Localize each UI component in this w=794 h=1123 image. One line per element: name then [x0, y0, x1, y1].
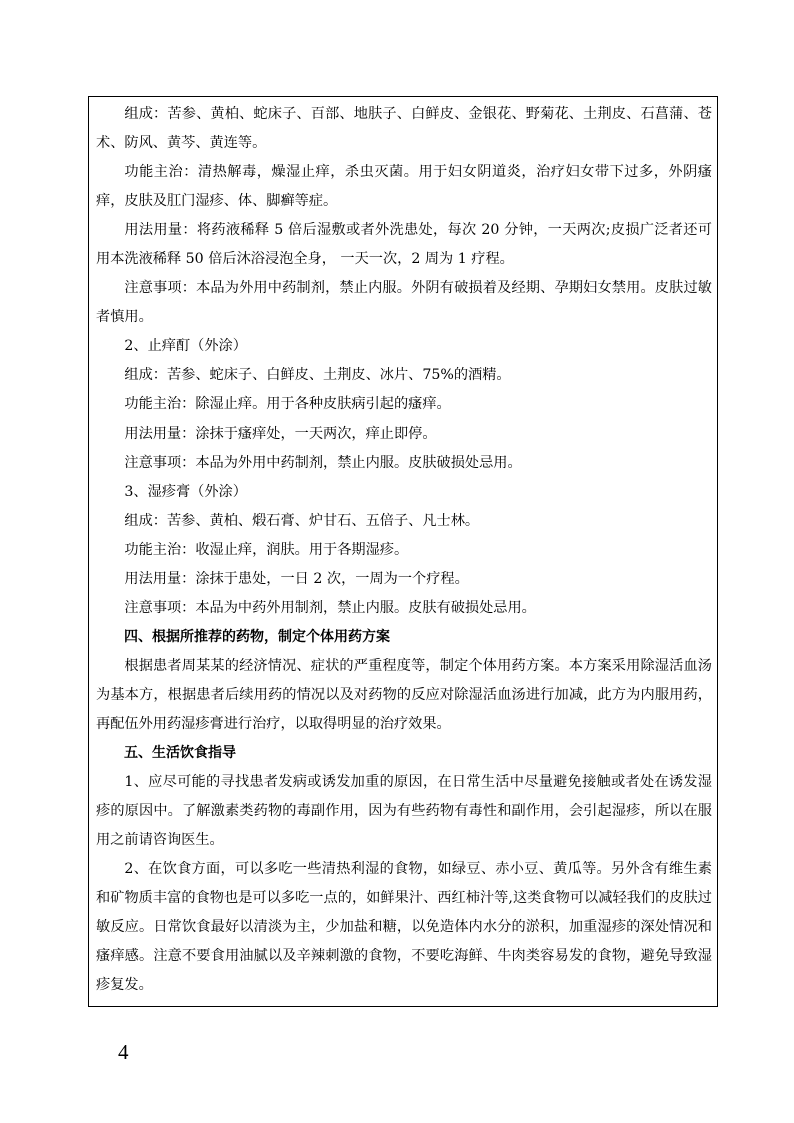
paragraph-advice-1: 1、应尽可能的寻找患者发病或诱发加重的原因，在日常生活中尽量避免接触或者处在诱发湿疹的原因中。了解激素类药物的毒副作用，因为有些药物有毒性和副作用，会引起湿疹，所以在服用之前请咨询医生。: [96, 774, 712, 849]
paragraph-precautions-3: 注意事项：本品为中药外用制剂，禁止内服。皮肤有破损处忌用。: [124, 599, 536, 616]
paragraph-usage-2: 用法用量：涂抹于瘙痒处，一天两次，痒止即停。: [124, 425, 437, 442]
item-heading-2: 2、止痒酊（外涂）: [124, 338, 247, 355]
document-body: [96, 100, 712, 1000]
paragraph-composition-1: 组成：苦参、黄柏、蛇床子、百部、地肤子、白鲜皮、金银花、野菊花、土荆皮、石菖蒲、苍术、防风、黄芩、黄连等。: [96, 106, 712, 152]
paragraph-indications-3: 功能主治：收湿止痒，润肤。用于各期湿疹。: [124, 541, 409, 558]
paragraph-indications-1: 功能主治：清热解毒，燥湿止痒，杀虫灭菌。用于妇女阴道炎，治疗妇女带下过多，外阴瘙痒，皮肤及肛门湿疹、体、脚癣等症。: [96, 164, 712, 210]
paragraph-composition-3: 组成：苦参、黄柏、煅石膏、炉甘石、五倍子、凡士林。: [124, 512, 480, 529]
item-heading-3: 3、湿疹膏（外涂）: [124, 483, 247, 500]
paragraph-composition-2: 组成：苦参、蛇床子、白鲜皮、土荆皮、冰片、75%的酒精。: [124, 367, 511, 384]
section-heading-4: 四、根据所推荐的药物，制定个体用药方案: [124, 628, 390, 645]
paragraph-usage-1: 用法用量：将药液稀释 5 倍后湿敷或者外洗患处，每次 20 分钟，一天两次;皮损广泛者还可用本洗液稀释 50 倍后沐浴浸泡全身， 一天一次，2 周为 1 疗程。: [96, 222, 712, 268]
paragraph-precautions-1: 注意事项：本品为外用中药制剂，禁止内服。外阴有破损着及经期、孕期妇女禁用。皮肤过敏者慎用。: [96, 280, 712, 326]
paragraph-advice-2: 2、在饮食方面，可以多吃一些清热利湿的食物，如绿豆、赤小豆、黄瓜等。另外含有维生素和矿物质丰富的食物也是可以多吃一点的，如鲜果汁、西红柿汁等,这类食物可以减轻我们的皮肤过敏反应。日常饮食最好以清淡为主，少加盐和糖，以免造体内水分的淤积，加重湿疹的深处情况和瘙痒感。注意不要食用油腻以及辛辣刺激的食物，不要吃海鲜、牛肉类容易发的食物，避免导致湿疹复发。: [96, 861, 712, 994]
section-heading-5: 五、生活饮食指导: [124, 745, 236, 762]
paragraph-precautions-2: 注意事项：本品为外用中药制剂，禁止内服。皮肤破损处忌用。: [124, 454, 522, 471]
paragraph-plan: 根据患者周某某的经济情况、症状的严重程度等，制定个体用药方案。本方案采用除湿活血汤为基本方，根据患者后续用药的情况以及对药物的反应对除湿活血汤进行加减，此方为内服用药，再配伍外用药湿疹膏进行治疗，以取得明显的治疗效果。: [96, 657, 712, 732]
page-number: 4: [118, 1040, 129, 1064]
paragraph-usage-3: 用法用量：涂抹于患处，一日 2 次，一周为一个疗程。: [124, 570, 469, 587]
paragraph-indications-2: 功能主治：除湿止痒。用于各种皮肤病引起的瘙痒。: [124, 396, 451, 413]
